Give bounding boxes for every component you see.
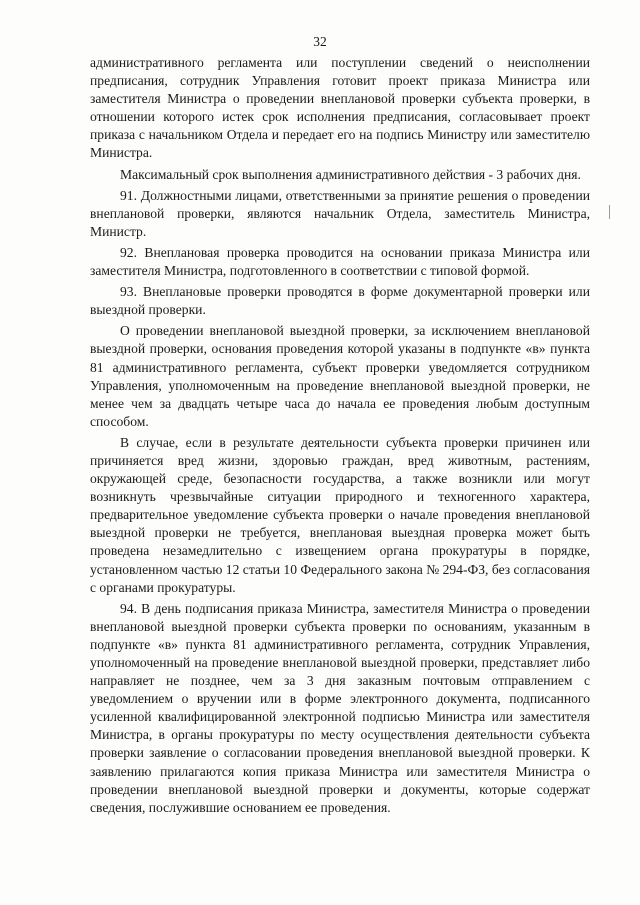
scan-artifact-line [609, 205, 610, 219]
paragraph-93: 93. Внеплановые проверки проводятся в форме документарной проверки или выездной проверки. [90, 284, 590, 318]
paragraph-94: 94. В день подписания приказа Министра, заместителя Министра о проведении внеплановой выездной проверки субъекта проверки по основаниям, указанным в подпункте «в» пункта 81 административного регламента, сотрудник Управления, уполномоченный на проведение внеплановой выездной проверки, представляет либо направляет не позднее, чем за 3 дня заказным почтовым отправлением с уведомлением о вручении или в форме электронного документа, подписанного усиленной квалифицированной электронной подписью Министра или заместителя Министра, в органы прокуратуры по месту осуществления деятельности субъекта проверки заявление о согласовании проведения внеплановой выездной проверки. К заявлению прилагаются копия приказа Министра или заместителя Министра о проведении внеплановой выездной проверки и документы, которые содержат сведения, послужившие основанием ее проведения. [90, 600, 590, 815]
paragraph-91: 91. Должностными лицами, ответственными за принятие решения о проведении внеплановой проверки, являются начальник Отдела, заместитель Министра, Министр. [90, 187, 590, 239]
page-number: 32 [313, 34, 327, 49]
paragraph-continuation: административного регламента или поступлении сведений о неисполнении предписания, сотрудник Управления готовит проект приказа Министра или заместителя Министра о проведении внеплановой проверки субъекта проверки, в отношении которого истек срок исполнения предписания, согласовывает проект приказа с начальником Отдела и передает его на подпись Министру или заместителю Министра. [90, 55, 590, 161]
paragraph-emergency-case: В случае, если в результате деятельности субъекта проверки причинен или причиняется вред жизни, здоровью граждан, вред животным, растениям, окружающей среде, безопасности государства, а также возникли или могут возникнуть чрезвычайные ситуации природного и техногенного характера, предварительное уведомление субъекта проверки о начале проведения внеплановой выездной проверки не требуется, внеплановая выездная проверка может быть проведена незамедлительно с извещением органа прокуратуры в порядке, установленном частью 12 статьи 10 Федерального закона № 294-ФЗ, без согласования с органами прокуратуры. [90, 434, 590, 595]
paragraph-notification: О проведении внеплановой выездной проверки, за исключением внеплановой выездной проверки, основания проведения которой указаны в подпункте «в» пункта 81 административного регламента, субъект проверки уведомляется сотрудником Управления, уполномоченным на проведение внеплановой выездной проверки, не менее чем за двадцать четыре часа до начала ее проведения любым доступным способом. [90, 323, 590, 429]
paragraph-92: 92. Внеплановая проверка проводится на основании приказа Министра или заместителя Министра, подготовленного в соответствии с типовой формой. [90, 244, 590, 279]
document-body [90, 54, 590, 820]
paragraph-max-term: Максимальный срок выполнения административного действия - 3 рабочих дня. [120, 166, 581, 182]
